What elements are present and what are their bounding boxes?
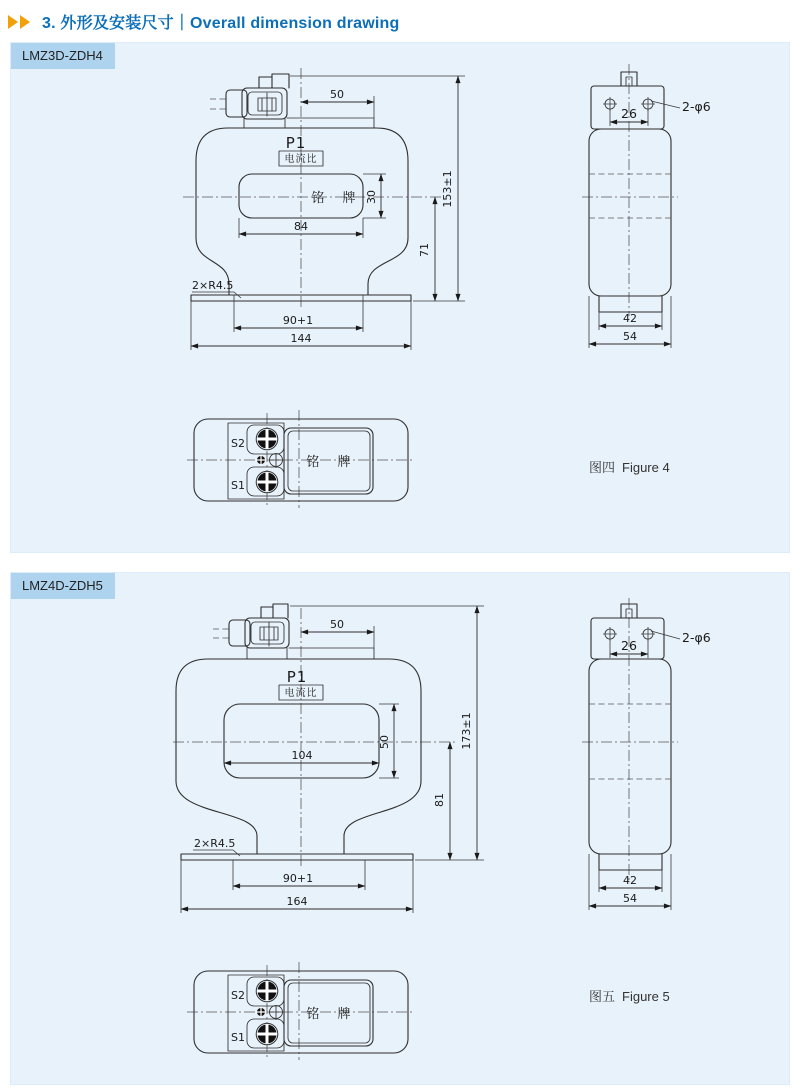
dim-terminal-offset: 50 xyxy=(330,618,344,631)
dim-window-w: 104 xyxy=(291,749,313,762)
ground-symbol xyxy=(256,455,267,466)
dim-hole-pitch: 26 xyxy=(621,106,637,121)
bottom-view-drawing xyxy=(181,956,431,1066)
dim-hole-pitch: 26 xyxy=(621,638,637,653)
dim-base-w: 164 xyxy=(286,895,308,908)
terminal-tabs xyxy=(259,74,289,88)
fillet-note: 2×R4.5 xyxy=(194,837,236,850)
hole-note: 2-φ6 xyxy=(682,630,711,645)
s2-label: S2 xyxy=(231,989,245,1002)
panel-lmz4d-zdh5 xyxy=(10,572,790,1085)
p1-label: P1 xyxy=(286,668,308,686)
ratio-label: 电流比 xyxy=(284,154,318,165)
s2-label: S2 xyxy=(231,437,245,450)
caption-zh: 图四 xyxy=(589,460,616,475)
screw-terminal-s2 xyxy=(256,428,278,450)
dim-base-outer: 54 xyxy=(623,892,637,905)
caption-zh: 图五 xyxy=(589,989,616,1004)
dim-base-w: 144 xyxy=(290,332,312,345)
s1-label: S1 xyxy=(231,479,245,492)
screw-terminal-s2 xyxy=(256,980,278,1002)
p1-label: P1 xyxy=(285,134,307,152)
figure-caption xyxy=(589,986,670,1005)
section-title-en: Overall dimension drawing xyxy=(190,15,400,32)
window xyxy=(224,704,379,778)
ratio-label: 电流比 xyxy=(284,688,318,699)
base-plate xyxy=(181,854,413,860)
dim-height: 173±1 xyxy=(460,712,473,750)
nameplate-text: 铭 牌 xyxy=(311,191,363,206)
hole-note: 2-φ6 xyxy=(682,99,711,114)
caption-en: Figure 5 xyxy=(622,989,670,1004)
bottom-view-drawing xyxy=(181,406,431,516)
screw-terminal-s1 xyxy=(256,471,278,493)
dim-base-outer: 54 xyxy=(623,330,637,343)
dim-height: 153±1 xyxy=(441,170,454,208)
fillet-note: 2×R4.5 xyxy=(192,279,234,292)
section-title xyxy=(42,10,400,33)
panel-lmz3d-zdh4 xyxy=(10,42,790,553)
section-title-zh: 外形及安装尺寸 xyxy=(60,15,174,32)
base-side xyxy=(599,296,662,312)
s1-label: S1 xyxy=(231,1031,245,1044)
side-view-drawing xyxy=(581,58,731,358)
base-side xyxy=(599,854,662,870)
dim-window-h: 30 xyxy=(365,190,378,204)
model-label: LMZ4D-ZDH5 xyxy=(11,573,115,599)
nameplate-text: 铭 牌 xyxy=(306,455,358,470)
dim-base-inner: 42 xyxy=(623,312,637,325)
dim-window-h: 50 xyxy=(378,735,391,749)
dim-terminal-offset: 50 xyxy=(330,88,344,101)
model-label: LMZ3D-ZDH4 xyxy=(11,43,115,69)
ground-symbol xyxy=(256,1007,267,1018)
dim-slot: 90+1 xyxy=(282,314,314,327)
title-separator: ｜ xyxy=(173,15,191,32)
double-arrow-icon xyxy=(8,14,34,30)
body-side xyxy=(589,129,671,296)
nameplate-text: 铭 牌 xyxy=(306,1007,358,1022)
figure-caption xyxy=(589,457,670,476)
dim-base-to-center: 71 xyxy=(418,243,431,257)
caption-en: Figure 4 xyxy=(622,460,670,475)
dim-window-w: 84 xyxy=(294,220,308,233)
front-view-drawing xyxy=(171,56,501,386)
side-view-drawing xyxy=(581,593,731,923)
terminal-tabs xyxy=(261,604,288,618)
section-header xyxy=(8,10,400,33)
dim-base-to-center: 81 xyxy=(433,793,446,807)
screw-terminal-s1 xyxy=(256,1023,278,1045)
dim-slot: 90+1 xyxy=(282,872,314,885)
section-number: 3. xyxy=(42,15,56,32)
dim-base-inner: 42 xyxy=(623,874,637,887)
front-view-drawing xyxy=(166,596,501,926)
body-side xyxy=(589,659,671,854)
